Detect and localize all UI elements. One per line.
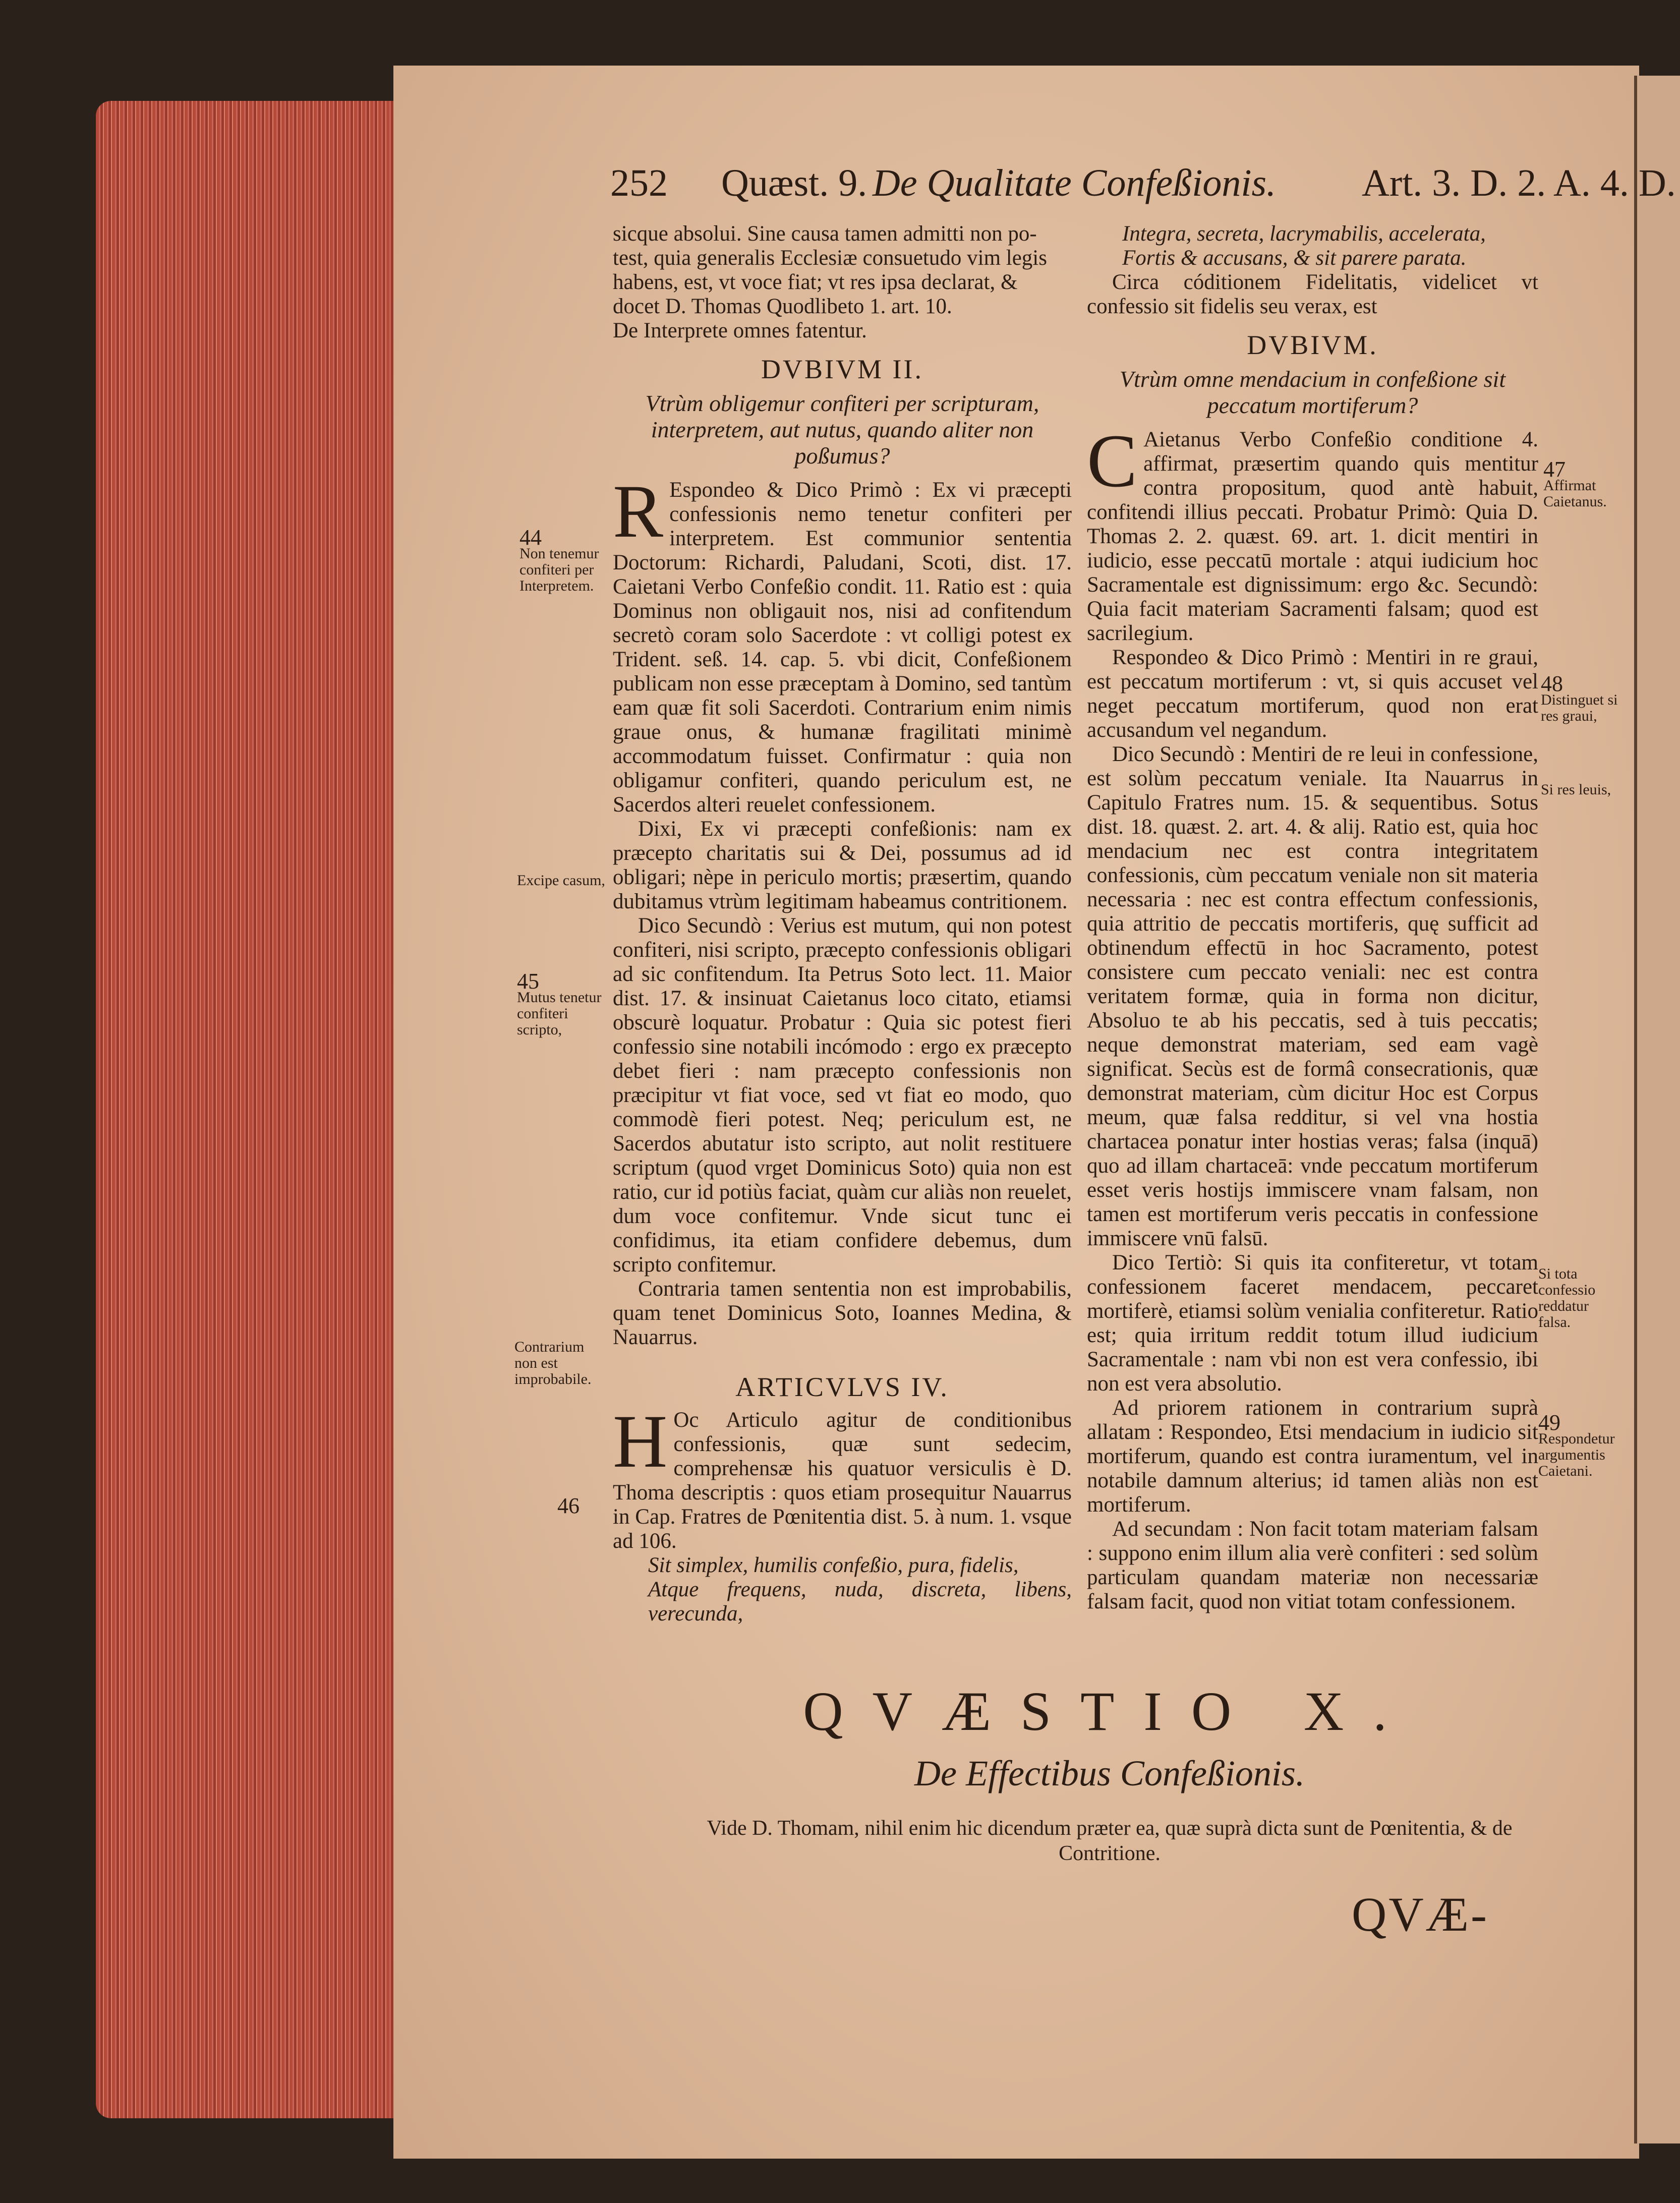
catchword: QVÆ- (1352, 1887, 1489, 1941)
paragraph: Respondeo & Dico Primò : Mentiri in re graui, est peccatum mortiferum : vt, si quis accuset vel neget peccatum mortiferum, quod non erat accusandum vel negandum. (1087, 646, 1538, 742)
verse-line: Integra, secreta, lacrymabilis, accelerata, (1122, 222, 1486, 246)
dropcap-h: H (613, 1400, 668, 1483)
margin-note-46: 46 (557, 1493, 580, 1518)
paragraph: Circa códitionem Fidelitatis, videlicet vt confessio sit fidelis seu verax, est (1087, 270, 1538, 318)
paragraph: Aietanus Verbo Confeßio conditione 4. affirmat, præsertim quando quis mentitur contra propositum, quod antè habuit, confitendi illius peccati. Probatur Primò: Quia D. Thomas 2. 2. quæst. 69. art. 1. dicit mentiri in iudicio, esse peccatū mortale : atqui iudicium hoc Sacramentale est dignissimum: ergo &c. Secundò: Quia facit materiam Sacramenti falsam; quod est sacrilegium. (1087, 428, 1538, 645)
facing-page-edge (1634, 76, 1680, 2143)
quaestio-subtitle: De Effectibus Confeßionis. (914, 1753, 1305, 1793)
text-line: habens, est, vt voce fiat; vt res ipsa declarat, & (613, 270, 1018, 294)
quaestio-note: Vide D. Thomam, nihil enim hic dicendum præter ea, quæ suprà dicta sunt de Pœnitentia, & de Contritione. (707, 1817, 1513, 1865)
dubium-2-heading: DVBIVM II. (761, 354, 923, 384)
margin-note-48: 48 Distinguet si res graui, (1541, 671, 1618, 724)
paragraph: Dico Tertiò: Si quis ita confiteretur, vt totam confessionem faceret mendacem, peccaret mortiferè, etiamsi solùm venialia confiteretur. Ratio est; quia irritum reddit totum illud iudicium Sacramentale : nam vbi non est vera confessio, ibi non est vera absolutio. (1087, 1251, 1538, 1396)
running-title: De Qualitate Confeßionis. (873, 162, 1277, 204)
margin-note-contrarium: Contrarium non est improbabile. (514, 1339, 592, 1387)
dropcap-r: R (613, 470, 664, 553)
margin-note-45: 45 Mutus tenetur confiteri scripto, (517, 969, 602, 1038)
margin-note-44: 44 Non tenemur confiteri per Interpretem. (519, 525, 599, 594)
paragraph: Ad priorem rationem in contrarium suprà allatam : Respondeo, Etsi mendacium in iudicio sit mortiferum, quando est contra iuramentum, vel in notabile damnum alterius; id tamen aliàs non est mortiferum. (1087, 1396, 1538, 1517)
verse-line: Sit simplex, humilis confeßio, pura, fidelis, (648, 1553, 1019, 1577)
dubium-heading: DVBIVM. (1247, 330, 1378, 360)
text-line: De Interprete omnes fatentur. (613, 319, 867, 342)
paragraph: Espondeo & Dico Primò : Ex vi præcepti confessionis nemo tenetur confiteri per interpretem. Est communior sententia Doctorum: Richardi, Paludani, Scoti, dist. 17. Caietani Verbo Confeßio condit. 11. Ratio est : quia Dominus non obligauit nos, nisi ad confitendum secretò coram solo Sacerdote : vt colligi potest ex Trident. seß. 14. cap. 5. vbi dicit, Confeßionem publicam non esse præceptam à Domino, sed tantùm eam quæ fit soli Sacerdoti. Contrarium enim nimis graue onus, & humanæ fragilitati minimè accommodatum fuisset. Confirmatur : quia non obligamur confiteri, quando periculum est, ne Sacerdos alteri reuelet confessionem. (613, 478, 1072, 817)
page-number: 252 (610, 162, 668, 204)
text-line: docet D. Thomas Quodlibeto 1. art. 10. (613, 295, 952, 318)
right-column (1087, 222, 1538, 1614)
page-edges (96, 101, 398, 2118)
articulus-heading: ARTICVLVS IV. (735, 1372, 949, 1402)
left-column (613, 222, 1072, 1626)
paragraph: Dico Secundò : Mentiri de re leui in confessione, est solùm peccatum veniale. Ita Nauarrus in Capitulo Fratres num. 15. & sequentibus. Sotus dist. 18. quæst. 2. art. 4. & alij. Ratio est, quia hoc mendacium nec est contra integritatem confessionis, cùm peccatum veniale non sit materia necessaria : nec est contra effectum confessionis, quia attritio de peccatis mortiferis, quę sufficit ad obtinendum effectū in hoc Sacramento, potest consistere cum peccato veniali: nec est contra veritatem formæ, quia in forma non dicitur, Absoluo te ab his peccatis, sed à tuis peccatis; neque demonstrat materiam, sed eam vagè significat. Secùs est de formâ consecrationis, quæ demonstrat materiam, cùm dicitur Hoc est Corpus meum, quæ falsa redditur, si vel vna hostia chartacea ponatur inter hostias veras; falsa (inquā) quo ad illam chartaceā: vnde peccatum mortiferum esset veris hostijs immiscere vnam falsam, non tamen est mortiferum veris peccatis in confessione immiscere vnū falsū. (1087, 742, 1538, 1250)
article-ref: Art. 3. D. 2. A. 4. D. (1362, 162, 1676, 204)
dropcap-c: C (1087, 419, 1138, 503)
paragraph: Contraria tamen sententia non est improbabilis, quam tenet Dominicus Soto, Ioannes Medina, & Nauarrus. (613, 1277, 1072, 1349)
margin-note-47: 47 Affirmat Caietanus. (1543, 457, 1607, 510)
paragraph: Oc Articulo agitur de conditionibus confessionis, quæ sunt sedecim, comprehensæ his quatuor versiculis è D. Thoma descriptis : quos etiam prosequitur Nauarrus in Cap. Fratres de Pœnitentia dist. 5. à num. 1. vsque ad 106. (613, 1408, 1072, 1553)
verse-line: Fortis & accusans, & sit parere parata. (1122, 246, 1467, 270)
margin-note-si-tota: Si tota confessio reddatur falsa. (1538, 1265, 1596, 1330)
margin-note-49: 49 Respondetur argumentis Caietani. (1538, 1410, 1615, 1479)
verse-line: Atque frequens, nuda, discreta, libens, verecunda, (648, 1578, 1072, 1626)
paragraph: Ad secundam : Non facit totam materiam falsam : suppono enim illum alia verè confiteri : sed solùm particulam quandam materiæ non necessariæ falsam facit, quod non vitiat totam confessionem. (1087, 1517, 1538, 1613)
quaestio-ref: Quæst. 9. (721, 162, 867, 204)
paragraph: Dixi, Ex vi præcepti confeßionis: nam ex præcepto charitatis sui & Dei, possumus ad id obligari; nèpe in periculo mortis; præsertim, quando dubitamus vtrùm legitimam habeamus contritionem. (613, 817, 1072, 913)
paragraph: Dico Secundò : Verius est mutum, qui non potest confiteri, nisi scripto, præcepto confessionis obligari ad sic confitendum. Ita Petrus Soto lect. 11. Maior dist. 17. & insinuat Caietanus loco citato, etiamsi obscurè loquatur. Probatur : Quia sic potest fieri confessio sine notabili incómodo : ergo ex præcepto debet fieri : nam præcepto confessionis non præcipitur vt fiat voce, sed vt fiat eo modo, quo commodè fieri potest. Neq; periculum est, ne Sacerdos abutatur isto scripto, aut nolit restituere scriptum (quod vrget Dominicus Soto) quia non est ratio, cur id potiùs faciat, quàm cur aliàs non reuelet, dum voce confitemur. Vnde sicut tunc ei confidimus, ita etiam confidere debemus, dum scripto confitemur. (613, 914, 1072, 1277)
dubium-2-question: Vtrùm obligemur confiteri per scripturam, interpretem, aut nutus, quando aliter non poßumus? (645, 390, 1039, 469)
quaestio-title: QVÆSTIO X. (803, 1680, 1416, 1742)
running-head (610, 161, 1676, 217)
dubium-question: Vtrùm omne mendacium in confeßione sit peccatum mortiferum? (1119, 366, 1506, 418)
margin-note-excipe: Excipe casum, (517, 872, 605, 889)
text-line: test, quia generalis Ecclesiæ consuetudo vim legis (613, 246, 1047, 270)
margin-note-si-res: Si res leuis, (1541, 781, 1611, 798)
text-line: sicque absolui. Sine causa tamen admitti non po- (613, 222, 1037, 246)
